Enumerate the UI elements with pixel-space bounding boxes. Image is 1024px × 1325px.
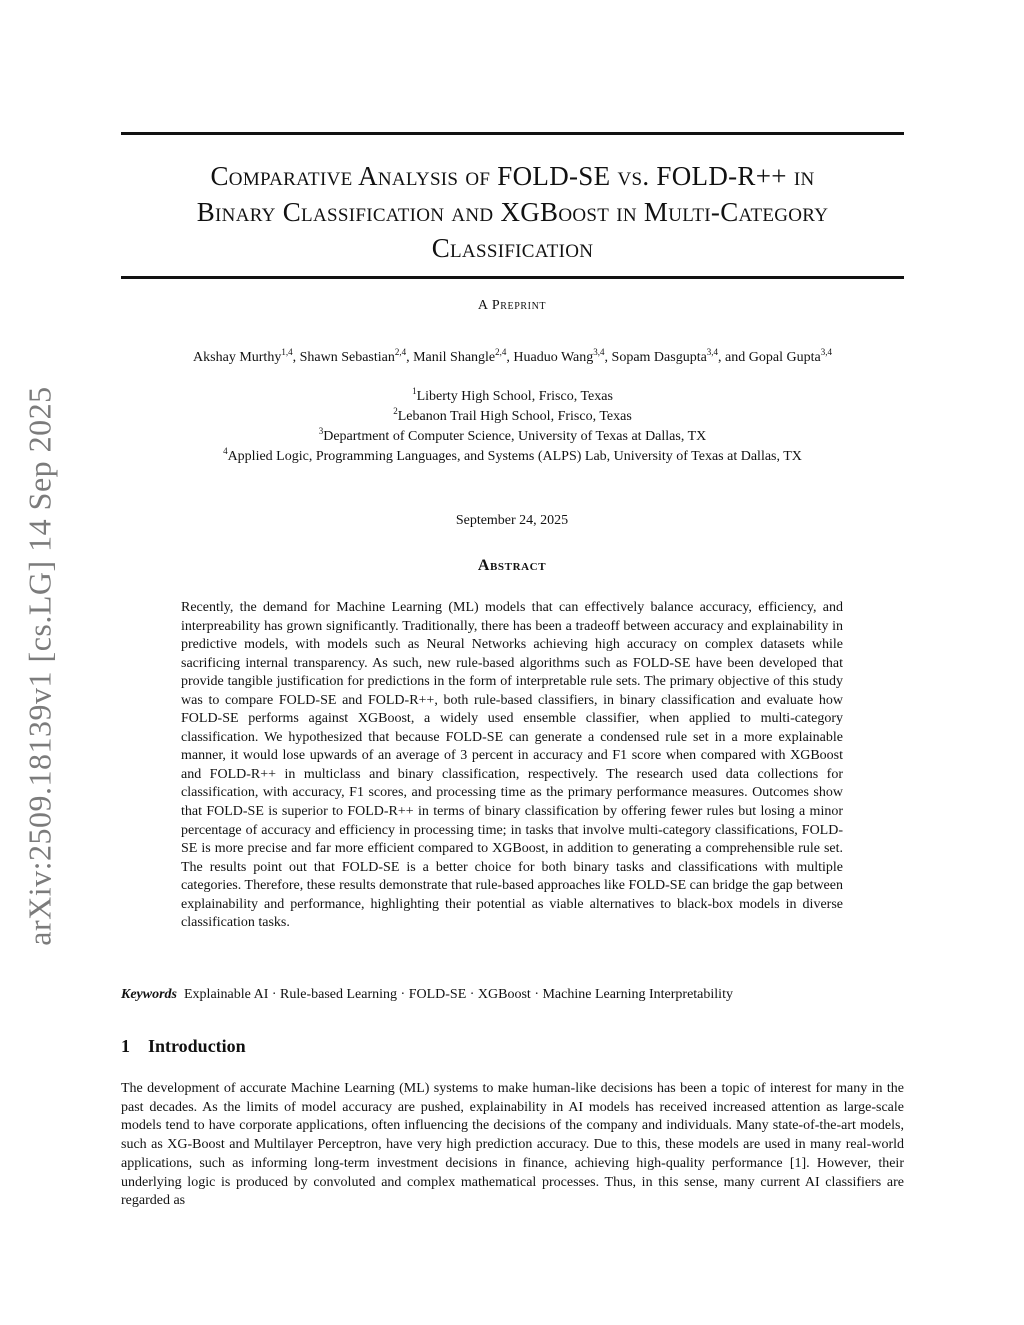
intro-paragraph: The development of accurate Machine Learning (ML) systems to make human-like decisions has been a topic of interest for many in the past decades. As the limits of model accuracy are pushed, explainability in AI models has received increased attention as large-scale models tend to have corporate applications, often influencing the decisions of the company and individuals. Many state-of-the-art models, such as XG-Boost and Multilayer Perceptron, have very high prediction accuracy. Due to this, these models are used in many real-world applications, such as informing long-term investment decisions in finance, achieving high-quality performance [1]. However, their underlying logic is produced by convoluted and complex mathematical processes. Thus, in this sense, many current AI classifiers are regarded as [121, 1081, 904, 1209]
author: Gopal Gupta$^{3,4}$ [748, 347, 832, 365]
arxiv-sidebar [14, 366, 66, 966]
abstract-text: Recently, the demand for Machine Learning (ML) models that can effectively balance accuracy, efficiency, and interpreability has grown significantly. Traditionally, there has been a tradeoff between accuracy and explainability in predictive models, with models such as Neural Networks achieving high accuracy on complex datasets while sacrificing internal transparency. As such, new rule-based algorithms such as FOLD-SE have been developed that provide tangible justification for predictions in the form of interpretable rule sets. The primary objective of this study was to compare FOLD-SE and FOLD-R++, both rule-based classifiers, in binary classification and evaluate how FOLD-SE performs against XGBoost, a widely used ensemble classifier, when applied to multi-category classification. We hypothesized that because FOLD-SE can generate a condensed rule set in a more explainable manner, it would lose upwards of an average of 3 percent in accuracy and F1 score when compared with XGBoost and FOLD-R++ in multiclass and binary classification, respectively. The research used data collections for classification, with accuracy, F1 scores, and processing time as the primary performance measures. Outcomes show that FOLD-SE is superior to FOLD-R++ in terms of binary classification by offering fewer rules but losing a minor percentage of accuracy and efficiency in processing time; in tasks that involve multi-category classifications, FOLD-SE is more precise and far more efficient compared to XGBoost, in addition to generating a comprehensible rule set. The results point out that FOLD-SE is a better choice for both binary tasks and classifications with multiple categories. Therefore, these results demonstrate that rule-based approaches like FOLD-SE can bridge the gap between explainability and performance, highlighting their potential as viable alternatives to black-box models in diverse classification tasks. [181, 600, 843, 931]
affiliation: $^1$Liberty High School, Frisco, Texas [412, 386, 613, 404]
abstract-heading: Abstract [477, 557, 547, 574]
paper-date: September 24, 2025 [455, 513, 569, 528]
author: Huaduo Wang$^{3,4}$, [513, 347, 612, 365]
author: Shawn Sebastian$^{2,4}$, [299, 347, 414, 365]
title-top-rule [121, 132, 904, 135]
author-list [121, 347, 904, 366]
section-heading [121, 1036, 246, 1057]
title-line: Binary Classification and XGBoost in Multi-Category [196, 197, 829, 227]
arxiv-stamp: arXiv:2509.18139v1 [cs.LG] 14 Sep 2025 [21, 386, 58, 946]
keywords-label: Keywords [121, 987, 177, 1002]
keywords-line [121, 987, 904, 1003]
affiliation: $^2$Lebanon Trail High School, Frisco, Texas [393, 406, 632, 424]
section-title: Introduction [148, 1036, 246, 1056]
author: Sopam Dasgupta$^{3,4}$, and [611, 347, 749, 365]
keywords-list: Explainable AI · Rule-based Learning · FOLD-SE · XGBoost · Machine Learning Interpretability [184, 987, 733, 1002]
section-number: 1 [121, 1036, 130, 1056]
title-line: Classification [431, 233, 594, 263]
paper-title [121, 158, 904, 266]
affiliation-list [121, 387, 904, 467]
affiliation: $^3$Department of Computer Science, University of Texas at Dallas, TX [318, 426, 707, 444]
preprint-label: A Preprint [477, 298, 547, 313]
author: Akshay Murthy$^{1,4}$, [193, 347, 300, 365]
title-line: Comparative Analysis of FOLD-SE vs. FOLD-R++ in [210, 161, 815, 191]
affiliation: $^4$Applied Logic, Programming Languages, and Systems (ALPS) Lab, University of Texas at Dallas, TX [223, 446, 802, 464]
title-bottom-rule [121, 276, 904, 279]
author: Manil Shangle$^{2,4}$, [413, 347, 514, 365]
